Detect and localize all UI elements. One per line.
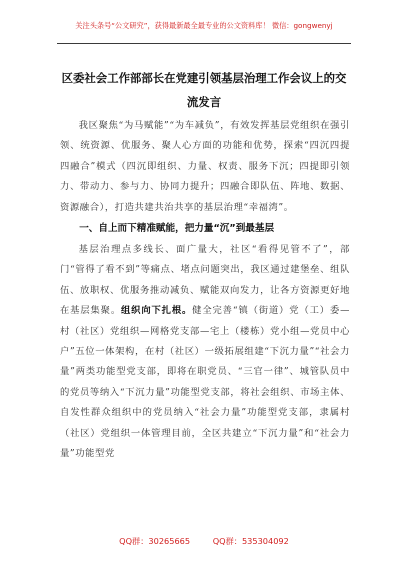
document-body	[60, 116, 350, 465]
section-heading: 一、自上而下精准赋能，把力量“沉”到最基层	[79, 223, 275, 235]
intro-paragraph: 我区聚焦“为马赋能”“为车减负”，有效发挥基层党组织在强引领、统资源、优服务、聚人心方面的功能和优势，探索“四沉四提四融合”模式（四沉即组织、力量、权责、服务下沉；四提即引领力、带动力、参与力、协同力提升；四融合即队伍、阵地、数据、资源融合），打造共建共治共享的基层治理“幸福湾”。	[60, 120, 350, 213]
promo-header: 关注头条号“公文研究”，获得最新最全最专业的公文资料库！ 微信：gongwenyj	[75, 21, 333, 30]
footer-contact	[0, 536, 408, 547]
header-divider	[57, 43, 351, 44]
section-lead-phrase: 组织向下扎根。	[121, 305, 193, 317]
footer-qq-1: QQ群：30265665	[119, 536, 191, 546]
section-paragraph	[60, 240, 350, 464]
document-title: 区委社会工作部部长在党建引领基层治理工作会议上的交流发言	[61, 71, 347, 109]
section-paragraph-text-2: 健全完善“镇（街道）党（工）委—村（社区）党组织—网格党支部—宅上（楼栋）党小组—党员中心户”五位一体架构，在村（社区）一级拓展组建“下沉力量”“社会力量”两类功能型党支部，即将在职党员、“三官一律”、城管队员中的党员等纳入“下沉力量”功能型党支部，将社会组织、市场主体、自发性群众组织中的党员纳入“社会力量”功能型党支部，隶属村（社区）党组织一体管理目前，全区共建立“下沉力量”和“社会力量”功能型党	[60, 305, 351, 460]
footer-qq-2: QQ群：535304092	[212, 536, 289, 546]
section-paragraph-text-1: 基层治理点多线长、面广量大，社区“看得见管不了”，部门“管得了看不到”等痛点、堵点问题突出，我区通过建堡垒、组队伍、放职权、优服务推动减负、赋能双向发力，让各方资源更好地在基层集聚。	[60, 244, 350, 317]
